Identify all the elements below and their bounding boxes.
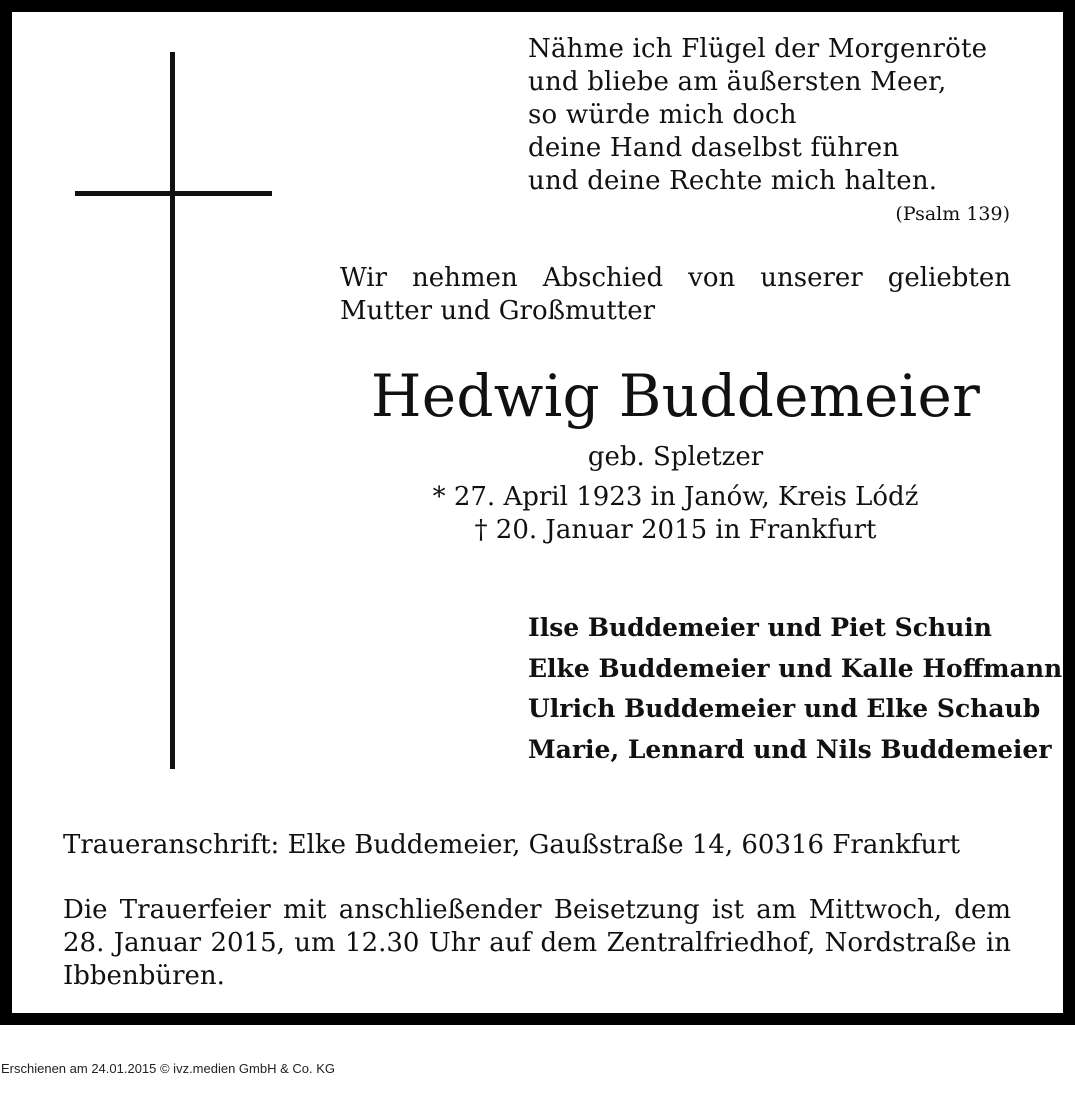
list-item: Ulrich Buddemeier und Elke Schaub (528, 694, 1041, 723)
farewell-intro: Wir nehmen Abschied von unserer geliebten Mutter und Großmutter (340, 263, 1011, 326)
psalm-reference: (Psalm 139) (895, 203, 1010, 225)
psalm-line: so würde mich doch (528, 100, 797, 130)
publication-footer: Erschienen am 24.01.2015 © ivz.medien GmbH & Co. KG (1, 1061, 336, 1076)
psalm-line: und bliebe am äußersten Meer, (528, 67, 947, 97)
psalm-quote (528, 33, 987, 198)
list-item: Ilse Buddemeier und Piet Schuin (528, 613, 992, 642)
psalm-line: Nähme ich Flügel der Morgenröte (528, 34, 988, 64)
deceased-name: Hedwig Buddemeier (370, 362, 981, 430)
ceremony-info: Die Trauerfeier mit anschließender Beisetzung ist am Mittwoch, dem 28. Januar 2015, um 12.30 Uhr auf dem Zentralfriedhof, Nordstraße in Ibbenbüren. (63, 895, 1011, 991)
list-item: Elke Buddemeier und Kalle Hoffmann (528, 653, 1063, 683)
mourning-address: Traueranschrift: Elke Buddemeier, Gaußstraße 14, 60316 Frankfurt (63, 830, 961, 860)
list-item: Marie, Lennard und Nils Buddemeier (528, 734, 1052, 764)
birth-date: * 27. April 1923 in Janów, Kreis Lódź (432, 482, 919, 512)
cross-icon (170, 52, 175, 769)
death-date: † 20. Januar 2015 in Frankfurt (474, 515, 877, 545)
mourners-list (528, 608, 1062, 770)
birth-name: geb. Spletzer (587, 442, 764, 472)
life-dates (340, 481, 1011, 547)
psalm-line: und deine Rechte mich halten. (528, 166, 938, 196)
cross-icon-crossbar (75, 191, 272, 196)
psalm-line: deine Hand daselbst führen (528, 133, 900, 163)
